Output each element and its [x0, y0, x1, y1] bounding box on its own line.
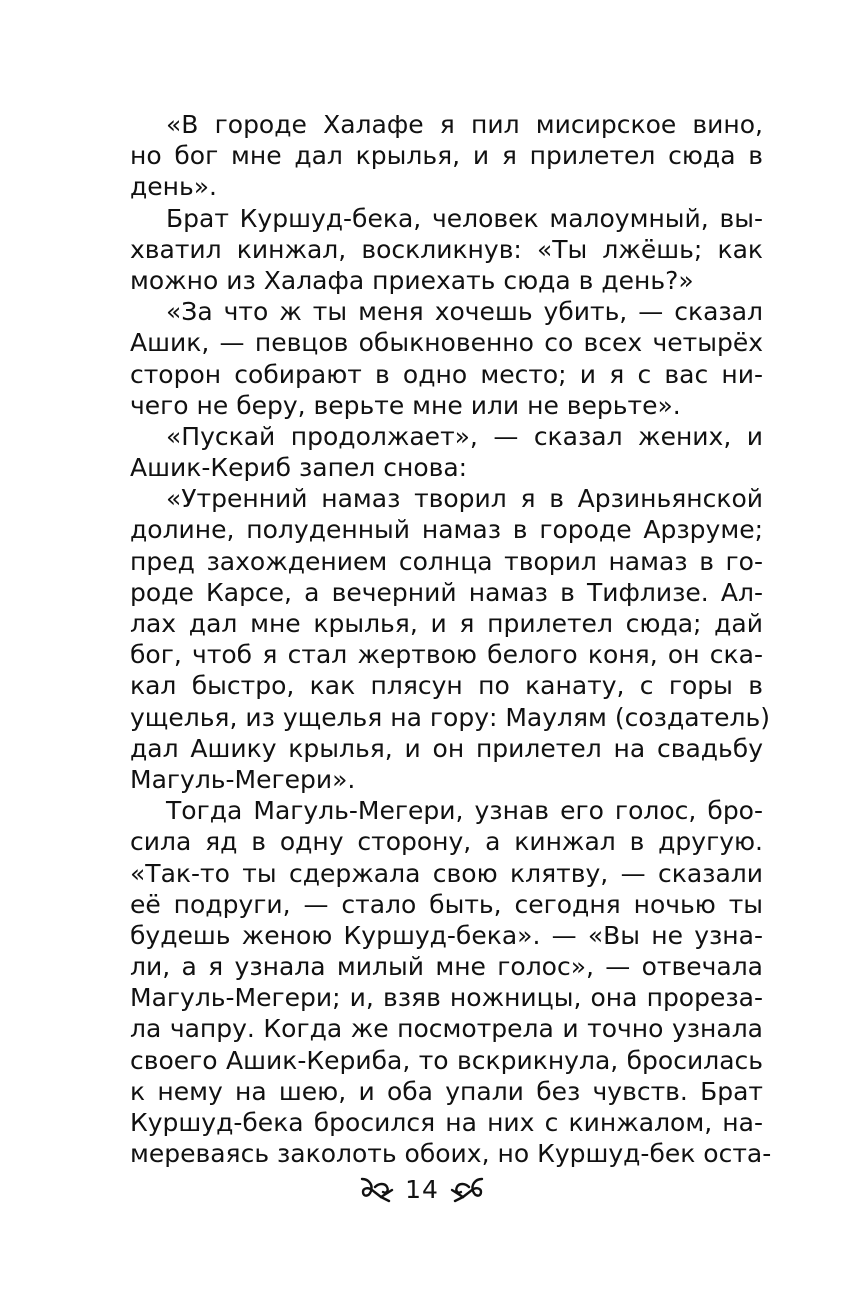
- text-line: роде Карсе, а вечерний намаз в Тифлизе. Ал-: [130, 577, 763, 607]
- text-line: «Так-то ты сдержала свою клятву, — сказали: [130, 858, 763, 888]
- text-line: пред захождением солнца творил намаз в го-: [130, 546, 763, 576]
- text-line: можно из Халафа приехать сюда в день?»: [130, 265, 694, 295]
- text-line: будешь женою Куршуд-бека». — «Вы не узна-: [130, 920, 763, 950]
- paragraph-4: [130, 421, 763, 483]
- paragraph-3: [130, 296, 763, 421]
- page-footer: [0, 1172, 844, 1208]
- paragraph-1: [130, 109, 763, 203]
- text-line: кал быстро, как плясун по канату, с горы в: [130, 671, 763, 701]
- text-line: мереваясь заколоть обоих, но Куршуд-бек оста-: [130, 1139, 772, 1169]
- text-line: дал Ашику крылья, и он прилетел на свадьбу: [130, 733, 763, 763]
- text-line: сторон собирают в одно место; и я с вас ни-: [130, 359, 763, 389]
- text-line: к нему на шею, и оба упали без чувств. Брат: [130, 1076, 763, 1106]
- paragraph-6: [130, 795, 772, 1169]
- text-line: «Утренний намаз творил я в Арзиньянской: [166, 484, 763, 514]
- text-line: лах дал мне крылья, и я прилетел сюда; дай: [130, 609, 763, 638]
- text-line: «В городе Халафе я пил мисирское вино,: [166, 110, 763, 139]
- text-line: ущелья, из ущелья на гору: Маулям (создатель): [130, 702, 770, 732]
- text-line: ли, а я узнала милый мне голос», — отвечала: [130, 952, 763, 982]
- text-line: долине, полуденный намаз в городе Арзруме;: [130, 515, 763, 545]
- text-line: Магуль-Мегери».: [130, 764, 356, 794]
- paragraph-5: [130, 483, 770, 795]
- text-line: Магуль-Мегери; и, взяв ножницы, она прореза-: [130, 983, 763, 1013]
- page-body: [130, 109, 772, 1169]
- text-line: Ашик, — певцов обыкновенно со всех четырёх: [130, 328, 763, 358]
- page-number: 14: [405, 1175, 439, 1204]
- right-flourish-icon: [449, 1175, 485, 1205]
- text-line: её подруги, — стало быть, сегодня ночью ты: [130, 889, 763, 919]
- text-line: «Пускай продолжает», — сказал жених, и: [166, 421, 763, 451]
- text-line: ла чапру. Когда же посмотрела и точно узнала: [130, 1014, 763, 1044]
- text-line: но бог мне дал крылья, и я прилетел сюда в: [130, 141, 763, 171]
- text-line: Тогда Магуль-Мегери, узнав его голос, бро-: [166, 796, 763, 826]
- paragraph-2: [130, 203, 763, 297]
- text-line: «За что ж ты меня хочешь убить, — сказал: [166, 297, 763, 327]
- text-line: чего не беру, верьте мне или не верьте».: [130, 390, 681, 420]
- text-line: Куршуд-бека бросился на них с кинжалом, на-: [130, 1108, 763, 1137]
- left-flourish-icon: [359, 1175, 395, 1205]
- text-line: бог, чтоб я стал жертвою белого коня, он ска-: [130, 640, 763, 670]
- text-line: Брат Куршуд-бека, человек малоумный, вы-: [166, 203, 763, 233]
- text-line: сила яд в одну сторону, а кинжал в другую.: [130, 827, 763, 857]
- text-line: хватил кинжал, воскликнув: «Ты лжёшь; как: [130, 234, 763, 264]
- text-line: день».: [130, 172, 217, 202]
- text-line: Ашик-Кериб запел снова:: [130, 453, 468, 483]
- text-line: своего Ашик-Кериба, то вскрикнула, бросилась: [130, 1045, 763, 1075]
